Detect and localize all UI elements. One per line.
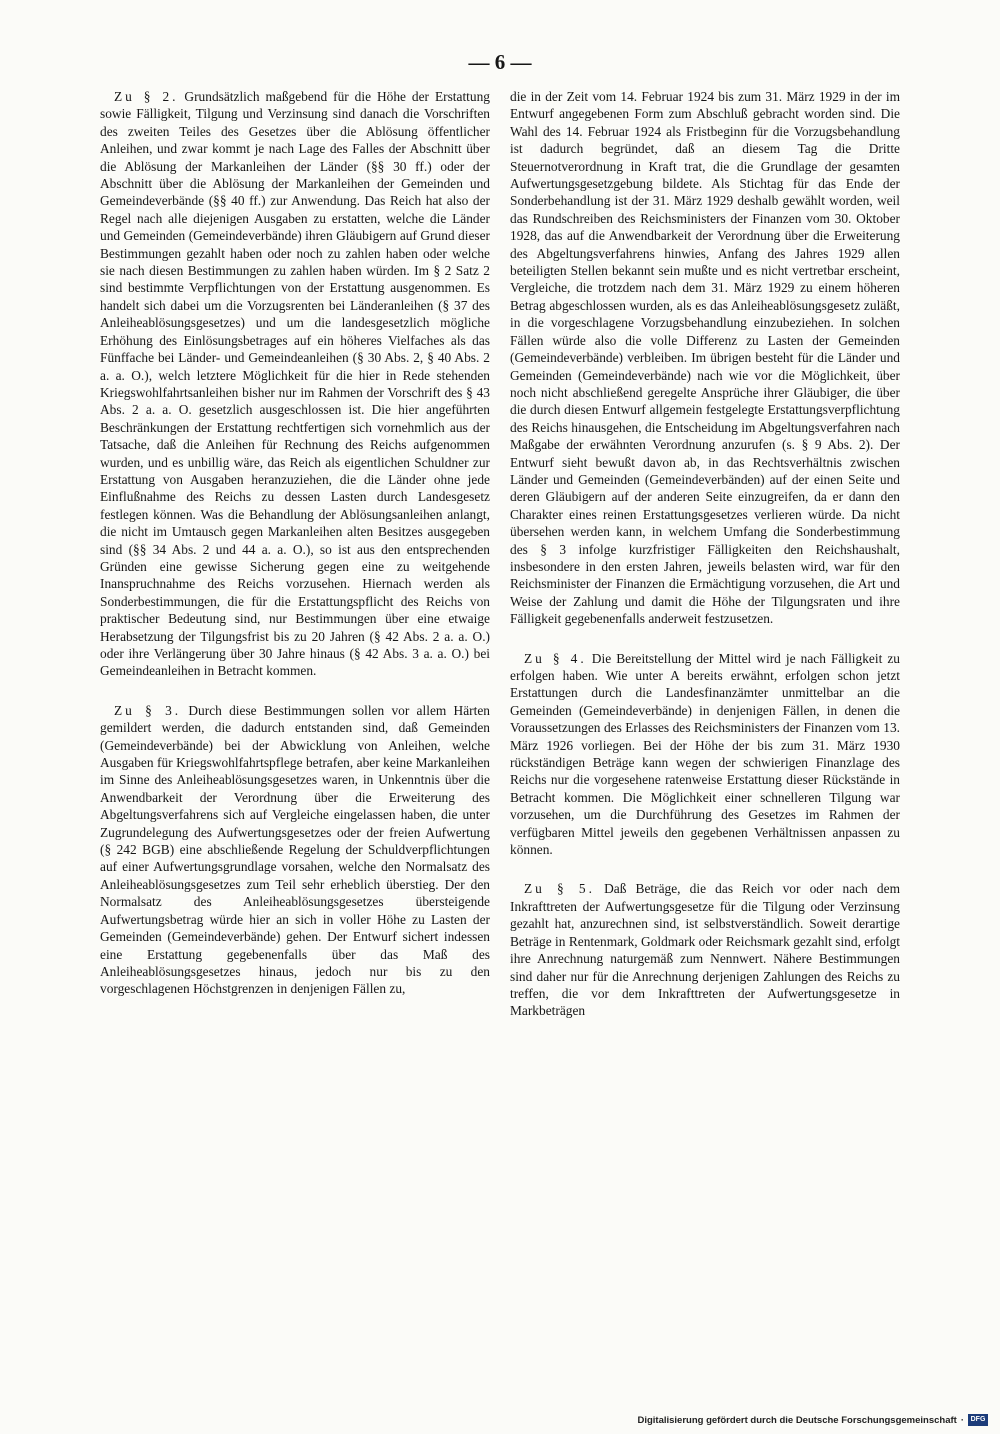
paragraph-text: die in der Zeit vom 14. Februar 1924 bis zum 31. März 1929 in der im Entwurf angegebenen Form zum Abschluß gebracht worden sind. Die Wahl des 14. Februar 1924 als Fristbeginn für die Vorzugsbehandlung ist dadurch begründet, daß an diesem Tag die Dritte Steuernotverordnung in Kraft trat, die die Grundlage der gesamten Aufwertungsgesetzgebung bildete. Als Stichtag für das Ende der Sonderbehandlung ist der 31. März 1929 deshalb gewählt worden, weil das Rundschreiben des Reichsministers der Finanzen vom 30. Oktober 1928, das auf die Anwendbarkeit der Verordnung über die Erweiterung des Abgeltungsverfahrens hinwies, Anfang des Jahres 1929 allen beteiligten Stellen bekannt sein mußte und es nicht vertretbar erscheint, Vergleiche, die trotzdem nach dem 31. März 1929 zu einem höheren Betrag abgeschlossen wurden, als es das Anleiheablösungsgesetz zuläßt, in die vorgeschlagene Vorzugsbehandlung einzubeziehen. In solchen Fällen würde also die volle Differenz zu Lasten der Gemeinden (Gemeindeverbände) verbleiben. Im übrigen besteht für die Länder und Gemeinden (Gemeindeverbände) nach wie vor die Möglichkeit, über noch nicht abschließend geregelte Ansprüche ihrer Gläubiger, die über die durch diesen Entwurf allgemein festgelegte Erstattungsverpflichtung des Reichs hinausgehen, die Entscheidung im Abgeltungsverfahren nach Maßgabe der erwähnten Verordnung anzurufen (s. § 9 Abs. 2). Der Entwurf sieht bewußt davon ab, in das Rechtsverhältnis zwischen Länder und Gemeinden (Gemeindeverbänden) auf der einen Seite und deren Gläubigern auf der anderen Seite einzugreifen, da er dann den Charakter eines reinen Erstattungsgesetzes verlieren würde. Da nicht übersehen werden kann, in welchem Umfang die Sonderbestimmung des § 3 infolge kurzfristiger Fälligkeiten den Reichshaushalt, insbesondere in den ersten Jahren, jeweils belasten wird, war für den Reichsminister der Finanzen die Ermächtigung vorzusehen, die Art und Weise der Zahlung und damit die Höhe der Tilgungsraten und ihre Fälligkeit gegebenenfalls anderweit festzusetzen. (510, 89, 900, 627)
paragraph-zu-4 (510, 650, 900, 859)
left-column (100, 88, 490, 1020)
section-heading: Zu § 4. (524, 650, 587, 666)
paragraph-zu-2 (100, 88, 490, 680)
page-number: — 6 — (468, 50, 532, 74)
paragraph-text: Daß Beträge, die das Reich vor oder nach dem Inkrafttreten der Aufwertungsgesetze für die Tilgung oder Verzinsung gezahlt hat, anzurechnen sind, ist selbstverständlich. Soweit derartige Beträge in Rentenmark, Goldmark oder Reichsmark gezahlt sind, erfolgt ihre Anrechnung naturgemäß zum Nennwert. Nähere Bestimmungen sind daher nur für die Anrechnung derjenigen Zahlungen des Reichs zu treffen, die vor dem Inkrafttreten der Aufwertungsgesetze in Markbeträgen (510, 881, 900, 1019)
paragraph-text: Die Bereitstellung der Mittel wird je nach Fälligkeit zu erfolgen haben. Wie unter A bereits erwähnt, erfolgen schon jetzt Erstattungen durch die Landesfinanzämter unmittelbar an die Gemeinden (Gemeindeverbände) in denjenigen Fällen, in denen die Voraussetzungen des Erlasses des Reichsministers der Finanzen vom 13. März 1926 vorliegen. Bei der Höhe der bis zum 31. März 1930 rückständigen Beträge kann wegen der schwierigen Finanzlage des Reichs nur die vorgesehene ratenweise Erstattung dieser Rückstände in Betracht kommen. Die Möglichkeit einer schnelleren Tilgung war vorzusehen, um die Durchführung des Gesetzes im Rahmen der verfügbaren Mittel jeweils den gegebenen Verhältnissen anpassen zu können. (510, 650, 900, 858)
footer-credit: Digitalisierung gefördert durch die Deutsche Forschungsgemeinschaft · DFG (637, 1414, 988, 1426)
paragraph-zu-3 (100, 702, 490, 998)
right-column (510, 88, 900, 1042)
paragraph-text: Durch diese Bestimmungen sollen vor allem Härten gemildert werden, die dadurch entstanden sind, daß Gemeinden (Gemeindeverbände) bei der Abwicklung von Anleihen, welche Ausgaben für Kriegswohlfahrtspflege betrafen, aber keine Markanleihen im Sinne des Anleiheablösungsgesetzes waren, in Unkenntnis über die Anwendbarkeit der Verordnung über die Erweiterung des Abgeltungsverfahrens sich auf Vergleiche eingelassen haben, die unter Zugrundelegung des Aufwertungsgesetzes oder der freien Aufwertung (§ 242 BGB) eine abschließende Regelung der Schuldverpflichtungen auf einer Aufwertungsgrundlage vorsahen, welche den Normalsatz des Anleiheablösungsgesetzes zum Teil sehr erheblich überstieg. Der den Normalsatz des Anleiheablösungsgesetzes übersteigende Aufwertungsbetrag würde hier an sich in voller Höhe zu Lasten der Gemeinden (Gemeindeverbände) gehen. Der Entwurf sichert indessen eine Erstattung gegebenenfalls über das Maß des Anleiheablösungsgesetzes hinaus, jedoch nur bis zu den vorgeschlagenen Höchstgrenzen in denjenigen Fällen zu, (100, 702, 490, 997)
paragraph-continuation (510, 88, 900, 628)
section-heading: Zu § 2. (114, 89, 179, 104)
footer-text: Digitalisierung gefördert durch die Deutsche Forschungsgemeinschaft (637, 1414, 957, 1426)
section-heading: Zu § 5. (524, 881, 595, 897)
section-heading: Zu § 3. (114, 702, 182, 718)
dfg-logo-icon: DFG (968, 1414, 988, 1426)
paragraph-text: Grundsätzlich maßgebend für die Höhe der Erstattung sowie Fälligkeit, Tilgung und Verzinsung sind danach die Vorschriften des zweiten Teiles des Gesetzes über die Ablösung öffentlicher Anleihen, und zwar kommt je nach Lage des Falles der Abschnitt über die Ablösung der Markanleihen der Länder (§§ 30 ff.) oder der Abschnitt über die Ablösung der Markanleihen der Gemeinden und Gemeindeverbände (§§ 40 ff.) zur Anwendung. Das Reich hat also der Regel nach alle diejenigen Ausgaben zu erstatten, welche die Länder und Gemeinden (Gemeindeverbände) ihren Gläubigern auf Grund dieser Bestimmungen gezahlt haben oder noch zu zahlen haben oder welche sie nach diesen Bestimmungen zu zahlen haben würden. Im § 2 Satz 2 sind bestimmte Verpflichtungen von der Erstattung ausgenommen. Es handelt sich dabei um die Vorzugsrenten bei Länderanleihen (§ 37 des Anleiheablösungsgesetzes) und um die landesgesetzlich mögliche Erhöhung des Einlösungsbetrages auf ein höheres Vielfaches als das Fünffache bei Länder- und Gemeindeanleihen (§ 30 Abs. 2, § 40 Abs. 2 a. a. O.), welch letztere Möglichkeit für die hier in Rede stehenden Kriegswohlfahrtsanleihen bisher nur im Rahmen der Vorschrift des § 43 Abs. 2 a. a. O. gesetzlich ausgeschlossen ist. Die hier angeführten Beschränkungen der Erstattung rechtfertigen sich vornehmlich aus der Tatsache, daß die Anleihen für Rechnung des Reichs aufgenommen wurden, und es unbillig wäre, das Reich als eigentlichen Schuldner zur Erstattung von Ausgaben heranzuziehen, die die Länder ohne jede Einflußnahme des Reichs zu dessen Lasten durch Landesgesetz festlegen können. Was die Behandlung der Ablösungsanleihen anlangt, die nicht im Umtausch gegen Markanleihen alten Besitzes ausgegeben sind (§§ 34 Abs. 2 und 44 a. a. O.), so ist aus den entsprechenden Gründen eine gewisse Sicherung gegen eine zu weitgehende Inanspruchnahme des Reichs vorzusehen. Hiernach werden als Sonderbestimmungen, die für die Erstattungspflicht des Reichs von praktischer Bedeutung sind, nur Bestimmungen über eine etwaige Herabsetzung der Tilgungsfrist bis zu 20 Jahren (§ 42 Abs. 2 a. a. O.) oder ihre Verlängerung über 30 Jahre hinaus (§ 42 Abs. 3 a. a. O.) bei Gemeindeanleihen in Betracht kommen. (100, 89, 490, 679)
paragraph-zu-5 (510, 880, 900, 1019)
